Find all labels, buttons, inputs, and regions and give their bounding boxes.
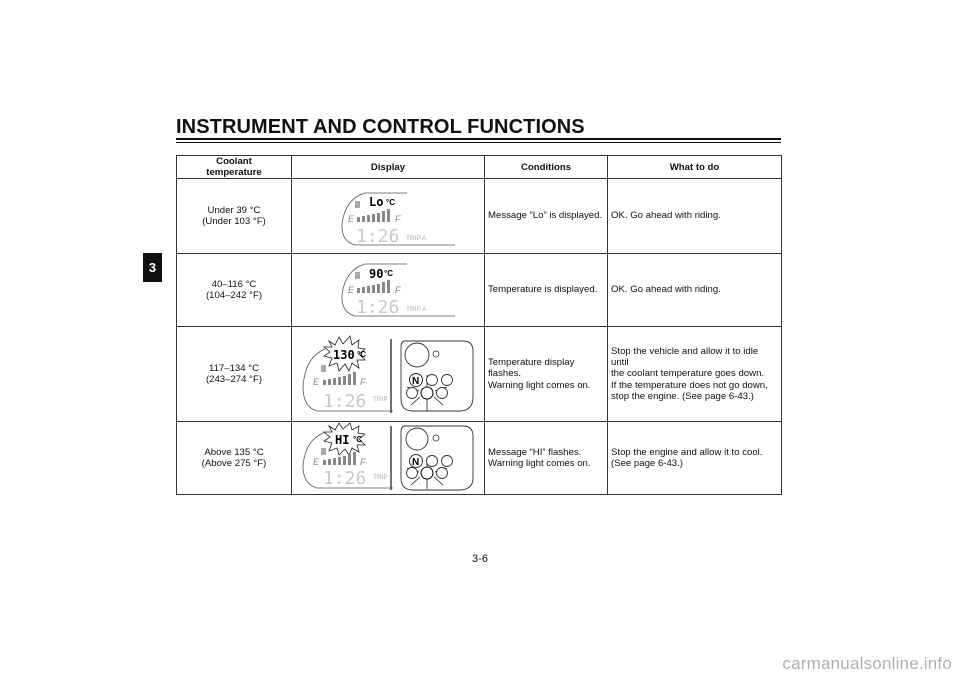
- chapter-tab: 3: [143, 253, 162, 282]
- action-line: If the temperature does not go down,: [611, 379, 768, 391]
- lcd-clock: 1:26: [323, 468, 367, 489]
- temperature-fahrenheit: (Above 275 °F): [201, 458, 267, 469]
- condition-line: Temperature is displayed.: [488, 284, 598, 296]
- lcd-readout: HI: [335, 433, 350, 447]
- tachometer-dial: [405, 343, 429, 367]
- condition-line: Message “HI” flashes.: [488, 446, 582, 458]
- turn-signal-left-icon: [407, 388, 418, 399]
- fuel-empty-label: E: [313, 377, 320, 387]
- temperature-celsius: 40–116 °C: [211, 278, 257, 290]
- lcd-readout: 130: [333, 348, 355, 362]
- thermometer-icon: [355, 201, 360, 208]
- neutral-indicator-label: N: [412, 376, 420, 387]
- table-row: [177, 179, 782, 254]
- lcd-readout: Lo: [369, 195, 384, 209]
- turn-signal-right-icon: [437, 468, 448, 479]
- temperature-cell: [177, 254, 292, 327]
- temperature-cell: [177, 179, 292, 254]
- indicator-lamp: [433, 351, 439, 357]
- lcd-unit: °C: [386, 198, 395, 207]
- coolant-temperature-table: [176, 155, 782, 495]
- action-cell: [608, 422, 782, 495]
- lcd-display-lo: [295, 179, 488, 253]
- lcd-trip-label: TRIP A: [406, 235, 427, 242]
- temperature-cell: [177, 422, 292, 495]
- temperature-bar-graph: [323, 372, 356, 385]
- temperature-bar-graph: [357, 209, 390, 222]
- lcd-trip-label: TRIP: [373, 474, 388, 481]
- temperature-fahrenheit: (243–274 °F): [205, 374, 263, 385]
- fuel-full-label: F: [395, 214, 401, 224]
- action-cell: [608, 254, 782, 327]
- indicator-lamp: [433, 435, 439, 441]
- header-coolant-line2: temperature: [206, 167, 262, 178]
- neutral-indicator-label: N: [412, 457, 420, 468]
- header-display: Display: [292, 156, 485, 179]
- lcd-clock: 1:26: [356, 226, 400, 247]
- oil-pressure-icon: [427, 375, 438, 386]
- action-line: stop the engine. (See page 6-43.): [611, 390, 754, 402]
- lcd-display-90: [295, 254, 488, 326]
- warning-light-panel: [401, 426, 473, 490]
- table-row: [177, 327, 782, 422]
- fuel-full-label: F: [395, 285, 401, 295]
- fuel-full-label: F: [360, 457, 366, 467]
- conditions-cell: [485, 327, 608, 422]
- header-coolant-line1: Coolant: [216, 156, 252, 167]
- lcd-unit: °C: [357, 350, 366, 359]
- action-line: Stop the vehicle and allow it to idle until: [611, 345, 759, 369]
- temperature-celsius: Above 135 °C: [204, 446, 264, 458]
- header-rule-thin: [176, 142, 781, 143]
- engine-trouble-icon: [442, 456, 453, 467]
- thermometer-icon: [321, 365, 326, 372]
- table-row: [177, 422, 782, 495]
- lcd-clock: 1:26: [323, 391, 367, 412]
- lcd-display-hi-warning: [295, 422, 488, 494]
- warning-light-panel: [401, 341, 473, 411]
- lcd-display-130-warning: [295, 327, 488, 421]
- turn-signal-left-icon: [407, 468, 418, 479]
- coolant-temperature-warning-icon: [421, 467, 433, 479]
- condition-line: Temperature display flashes.: [488, 357, 575, 380]
- display-cell: [292, 327, 485, 422]
- table-header-row: [177, 156, 782, 179]
- action-line: (See page 6-43.): [611, 458, 683, 469]
- page-title: INSTRUMENT AND CONTROL FUNCTIONS: [176, 116, 585, 138]
- action-cell: [608, 179, 782, 254]
- fuel-full-label: F: [360, 377, 366, 387]
- condition-line: Warning light comes on.: [488, 379, 591, 391]
- header-what-to-do: What to do: [608, 156, 782, 179]
- condition-line: Message “Lo” is displayed.: [488, 210, 603, 222]
- fuel-empty-label: E: [313, 457, 320, 467]
- conditions-cell: [485, 179, 608, 254]
- thermometer-icon: [321, 448, 326, 455]
- oil-pressure-icon: [427, 456, 438, 467]
- action-line: the coolant temperature goes down.: [611, 368, 765, 380]
- lcd-readout: 90: [369, 267, 384, 281]
- temperature-fahrenheit: (104–242 °F): [205, 290, 263, 301]
- watermark: carmanualsonline.info: [782, 654, 952, 673]
- action-line: Stop the engine and allow it to cool.: [611, 446, 763, 458]
- header-conditions: Conditions: [485, 156, 608, 179]
- coolant-temperature-warning-icon: [421, 387, 433, 399]
- lcd-trip-label: TRIP: [373, 396, 388, 403]
- condition-line: Warning light comes on.: [488, 458, 591, 469]
- action-cell: [608, 327, 782, 422]
- thermometer-icon: [355, 272, 360, 279]
- action-line: OK. Go ahead with riding.: [611, 284, 721, 296]
- temperature-cell: [177, 327, 292, 422]
- display-cell: [292, 179, 485, 254]
- lcd-clock: 1:26: [356, 297, 400, 318]
- tachometer-dial: [406, 428, 428, 450]
- header-coolant-temperature: [177, 156, 292, 179]
- temperature-celsius: 117–134 °C: [208, 362, 260, 374]
- display-cell: [292, 254, 485, 327]
- turn-signal-right-icon: [437, 388, 448, 399]
- temperature-bar-graph: [357, 280, 390, 293]
- header-rule: [176, 138, 781, 140]
- page-number: 3-6: [472, 553, 488, 565]
- temperature-celsius: Under 39 °C: [207, 204, 261, 216]
- conditions-cell: [485, 422, 608, 495]
- lcd-unit: °C: [353, 435, 362, 444]
- action-line: OK. Go ahead with riding.: [611, 210, 721, 222]
- table-row: [177, 254, 782, 327]
- conditions-cell: [485, 254, 608, 327]
- lcd-trip-label: TRIP A: [406, 306, 427, 313]
- fuel-empty-label: E: [348, 285, 355, 295]
- lcd-unit: °C: [384, 269, 393, 278]
- engine-trouble-icon: [442, 375, 453, 386]
- fuel-empty-label: E: [348, 214, 355, 224]
- temperature-fahrenheit: (Under 103 °F): [202, 216, 266, 227]
- display-cell: [292, 422, 485, 495]
